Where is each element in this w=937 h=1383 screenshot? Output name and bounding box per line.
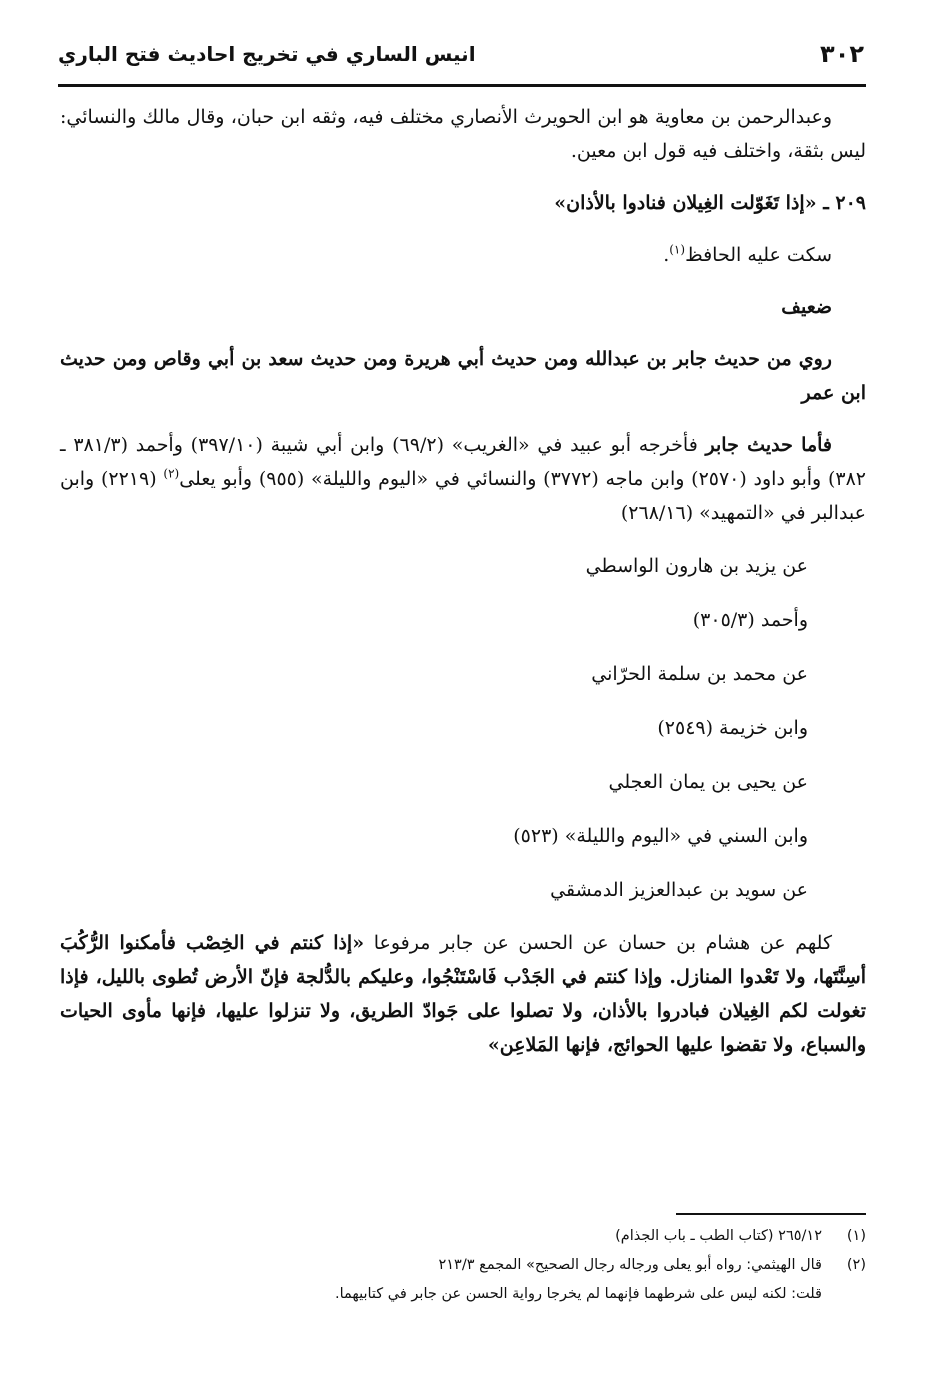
silence-text: سكت عليه الحافظ <box>685 244 832 266</box>
footnote-number: (١) <box>846 1228 866 1244</box>
page-body <box>60 100 866 1080</box>
jabir-text-part1: فأخرجه أبو عبيد في «الغريب» (٦٩/٢) وابن أبي شيبة (٣٩٧/١٠) وأحمد (٣٨١/٣ ـ ٣٨٢) وأبو داود (٢٥٧٠) وابن ماجه (٣٧٧٢) والنسائي في «اليوم والليلة» (٩٥٥) وأبو يعلى <box>60 434 867 490</box>
footnote-text: ٢٦٥/١٢ (كتاب الطب ـ باب الجذام) <box>615 1228 822 1244</box>
chain-line: عن يحيى بن يمان العجلي <box>608 771 808 793</box>
hadith-text-paragraph <box>60 926 866 1062</box>
footnote-2-continuation: قلت: لكنه ليس على شرطهما فإنهما لم يخرجا رواية الحسن عن جابر في كتابيهما. <box>334 1286 822 1302</box>
narrator-note-paragraph: وعبدالرحمن بن معاوية هو ابن الحويرث الأنصاري مختلف فيه، وثقه ابن حبان، وقال مالك والنسائي: ليس بثقة، واختلف فيه قول ابن معين. <box>60 106 866 162</box>
silence-end: . <box>663 244 670 266</box>
narrators-paragraph: روي من حديث جابر بن عبدالله ومن حديث أبي هريرة ومن حديث سعد بن أبي وقاص ومن حديث ابن عمر <box>60 348 866 404</box>
footnote-1 <box>60 1222 866 1251</box>
chain-line: وابن خزيمة (٢٥٤٩) <box>657 717 808 739</box>
silence-line <box>60 238 866 272</box>
chain-line: عن محمد بن سلمة الحرّاني <box>591 663 808 685</box>
hadith-heading: ٢٠٩ ـ «إذا تَغَوّلت الغِيلان فنادوا بالأذان» <box>554 192 866 214</box>
hadith-matn: «إذا كنتم في الخِصْب فأمكنوا الرُّكُبَ أسِنَّتَها، ولا تَعْدوا المنازل. وإذا كنتم في الجَدْب فَاسْتَنْجُوا، وعليكم بالدُّلجة فإنّ الأرض تُطوى بالليل، فإذا تغولت لكم الغِيلان فبادروا بالأذان، ولا تصلوا على جَوادّ الطريق، ولا تنزلوا عليها، فإنها مأوى الحيات والسباع، ولا تقضوا عليها الحوائج، فإنها المَلاعِن» <box>60 932 866 1056</box>
footnote-2 <box>60 1251 866 1280</box>
chain-line: عن سويد بن عبدالعزيز الدمشقي <box>550 879 808 901</box>
hadith-intro: كلهم عن هشام بن حسان عن الحسن عن جابر مرفوعا <box>364 932 832 954</box>
running-title: انيس الساري في تخريج احاديث فتح الباري <box>58 42 476 66</box>
footnote-text: قال الهيثمي: رواه أبو يعلى ورجاله رجال الصحيح» المجمع ٢١٣/٣ <box>438 1257 822 1273</box>
chain-line: وأحمد (٣٠٥/٣) <box>692 609 808 631</box>
jabir-text-part2: (٢٢١٩) وابن عبدالبر في «التمهيد» (٢٦٨/١٦) <box>60 468 866 524</box>
page-header <box>58 40 866 87</box>
grade-label: ضعيف <box>781 296 832 318</box>
footnote-divider <box>676 1213 866 1215</box>
footnote-ref-2[interactable]: (٢) <box>163 466 180 481</box>
footnote-ref-1[interactable]: (١) <box>669 242 686 257</box>
jabir-paragraph <box>60 428 866 530</box>
footnotes <box>60 1222 866 1309</box>
footnote-number: (٢) <box>846 1257 866 1273</box>
isnad-chain <box>60 548 866 908</box>
chain-line: وابن السني في «اليوم والليلة» (٥٢٣) <box>513 825 808 847</box>
jabir-lead: فأما حديث جابر <box>705 434 832 456</box>
chain-line: عن يزيد بن هارون الواسطي <box>585 555 808 577</box>
page-number: ٣٠٢ <box>820 40 864 68</box>
